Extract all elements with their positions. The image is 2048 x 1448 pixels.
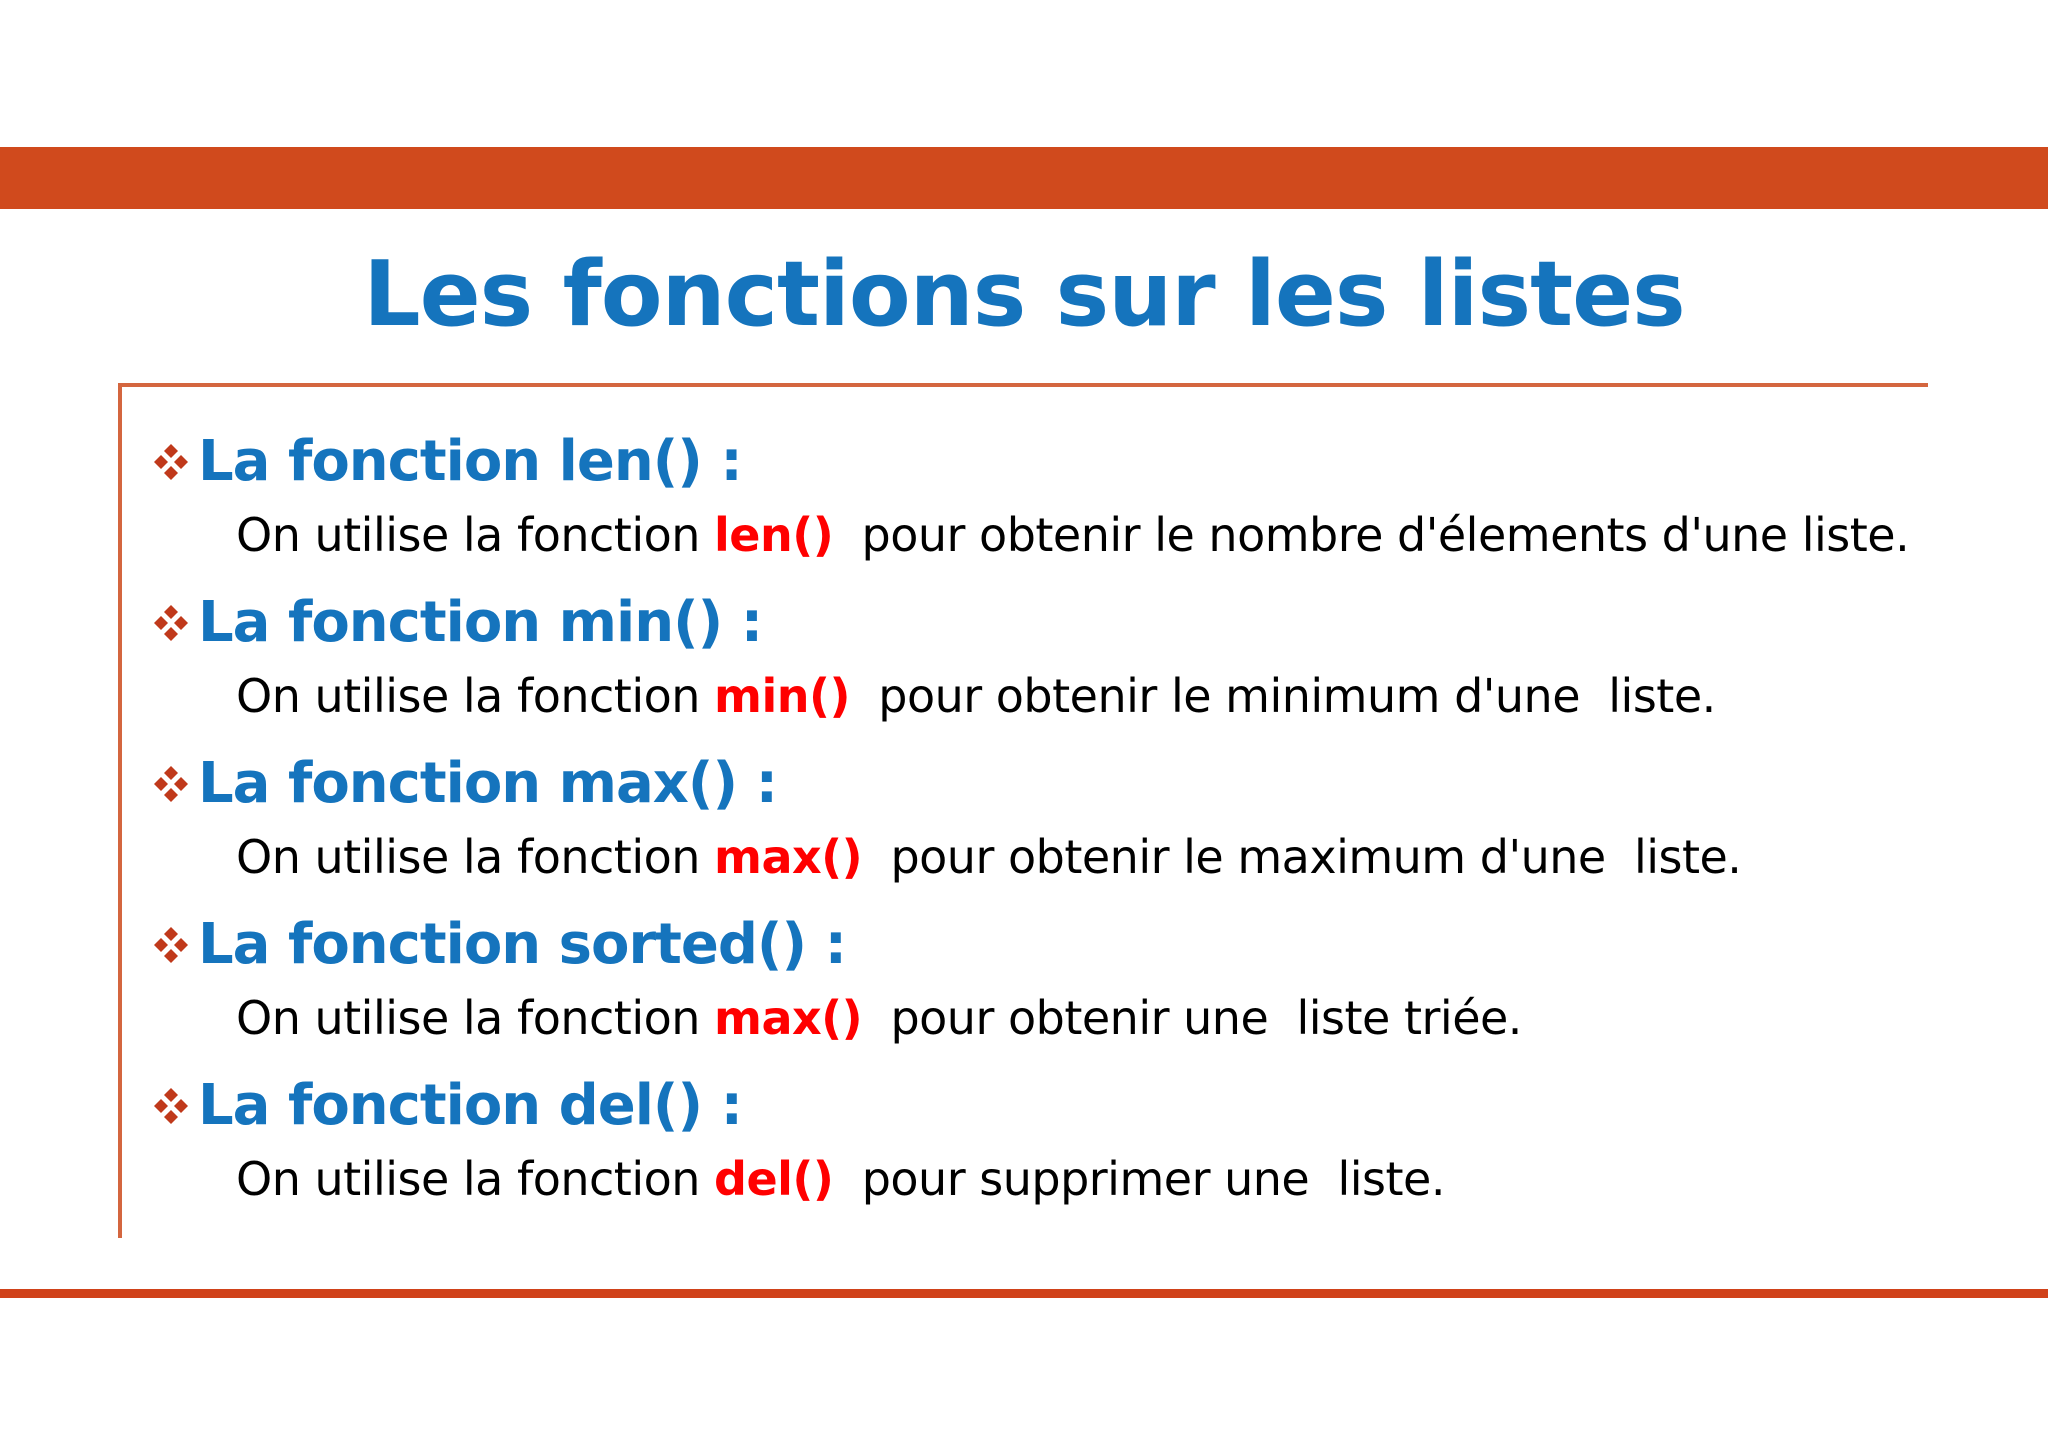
description-prefix: On utilise la fonction bbox=[236, 991, 715, 1045]
four-diamonds-icon bbox=[150, 1085, 192, 1127]
section-heading-text: La fonction len() : bbox=[198, 429, 742, 494]
section-heading bbox=[150, 742, 2030, 826]
section-heading-text: La fonction del() : bbox=[198, 1073, 743, 1138]
section-description bbox=[150, 1148, 2030, 1210]
four-diamonds-icon bbox=[150, 441, 192, 483]
function-name: min() bbox=[714, 669, 851, 723]
four-diamonds-icon bbox=[150, 602, 192, 644]
section-sorted bbox=[150, 903, 2030, 1064]
four-diamonds-icon bbox=[150, 763, 192, 805]
description-prefix: On utilise la fonction bbox=[236, 1152, 715, 1206]
section-description bbox=[150, 987, 2030, 1049]
content-frame-top-border bbox=[118, 383, 1928, 387]
content-frame-left-border bbox=[118, 383, 122, 1238]
section-heading-text: La fonction sorted() : bbox=[198, 912, 847, 977]
section-heading-text: La fonction min() : bbox=[198, 590, 763, 655]
description-suffix: pour obtenir le maximum d'une liste. bbox=[862, 830, 1742, 884]
function-name: len() bbox=[714, 508, 834, 562]
section-heading bbox=[150, 581, 2030, 665]
description-suffix: pour obtenir le nombre d'élements d'une liste. bbox=[833, 508, 1910, 562]
section-heading bbox=[150, 420, 2030, 504]
section-min bbox=[150, 581, 2030, 742]
description-suffix: pour supprimer une liste. bbox=[833, 1152, 1445, 1206]
description-prefix: On utilise la fonction bbox=[236, 508, 715, 562]
function-name: del() bbox=[714, 1152, 834, 1206]
function-list bbox=[150, 420, 2030, 1225]
description-prefix: On utilise la fonction bbox=[236, 669, 715, 723]
section-heading bbox=[150, 903, 2030, 987]
section-description bbox=[150, 665, 2030, 727]
four-diamonds-icon bbox=[150, 924, 192, 966]
description-prefix: On utilise la fonction bbox=[236, 830, 715, 884]
bottom-accent-line bbox=[0, 1289, 2048, 1298]
section-len bbox=[150, 420, 2030, 581]
section-max bbox=[150, 742, 2030, 903]
function-name: max() bbox=[714, 991, 863, 1045]
section-heading bbox=[150, 1064, 2030, 1148]
function-name: max() bbox=[714, 830, 863, 884]
section-del bbox=[150, 1064, 2030, 1225]
top-accent-band bbox=[0, 147, 2048, 209]
section-heading-text: La fonction max() : bbox=[198, 751, 778, 816]
description-suffix: pour obtenir le minimum d'une liste. bbox=[850, 669, 1716, 723]
slide-title: Les fonctions sur les listes bbox=[363, 242, 1685, 347]
description-suffix: pour obtenir une liste triée. bbox=[862, 991, 1522, 1045]
section-description bbox=[150, 504, 2030, 566]
section-description bbox=[150, 826, 2030, 888]
